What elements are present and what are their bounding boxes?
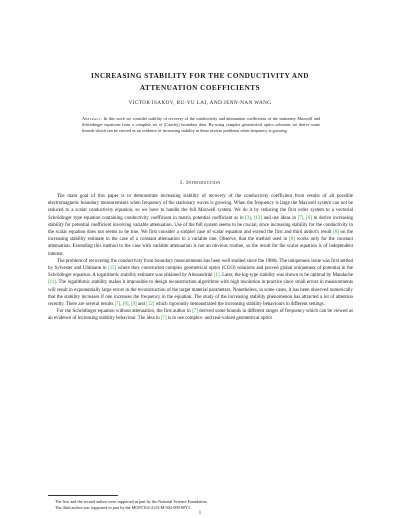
section-title: Introduction	[186, 180, 221, 186]
citation-link[interactable]: [9]	[130, 302, 137, 308]
citation-link[interactable]: [8]	[122, 302, 129, 308]
citation-link[interactable]: [1]	[213, 273, 220, 279]
citation-link[interactable]: [3]	[245, 215, 251, 221]
citation-link[interactable]: [7]	[160, 316, 167, 322]
author-list: VICTOR ISAKOV, RU-YU LAI, AND JENN-NAN WANG	[128, 100, 272, 106]
citation-link[interactable]: [15]	[108, 266, 117, 272]
body-text	[48, 193, 353, 323]
citation-link[interactable]: [8]	[333, 230, 339, 236]
paper-title	[60, 71, 340, 94]
paragraph: The problem of recovering the conductivity from boundary measurements has been well studied since the 1980s. The uniqueness issue was first settled by Sylvester and Uhlmann in [15] where they constructed complex geometrical optics (CGO) solutions and proved global uniqueness of potential in the Schrödinger equation. A logarithmic stability estimate was obtained by Alessandrini [1]. Later, the log-type stability was shown to be optimal by Mandache [11]. The logarithmic stability makes it impossible to design reconstruction algorithms with high resolution in practice since small errors in measurements will result in exponentially large errors in the reconstruction of the target material parameters. Nonetheless, in some cases, it has been observed numerically that the stability increases if one increases the frequency in the equation. The study of the increasing stability phenomenon has attracted a lot of attention recently. There are several results [7], [8], [9] and [12] which rigorously demonstrated the increasing stability behaviours in different settings.	[48, 258, 354, 308]
footnote: The third author was supported in part by the MOST102-2115-M-002-009-MY3.	[55, 505, 191, 510]
abstract-label: Abstract.	[82, 116, 103, 121]
page-number: 1	[198, 511, 202, 516]
abstract	[82, 116, 320, 135]
title-line-2: ATTENUATION COEFFICIENTS	[139, 83, 261, 92]
footnote: The first and the second author were supported in part by the National Science Foundation.	[55, 499, 208, 504]
citation-link[interactable]: [11]	[48, 280, 56, 286]
section-heading	[60, 180, 340, 186]
paragraph: The main goal of this paper is to demonstrate increasing stability of recovery of the conductivity coefficient from results of all possible electromagnetic boundary measurements when frequency of the stationary waves is growing. When the frequency is large the Maxwell system can not be reduced to a scalar conductivity equation, so we have to handle the full Maxwell system. We do it by reducing the first order system to a vectorial Schrödinger type equation containing conductivity coefficient in matrix potential coefficient as in [3], [13] and use ideas in [7], [6] to derive increasing stability for potential coefficient involving variable attenuation. Use of the full system seems to be crucial, since increasing stability for the conductivity in the scalar equation does not seems to be true. We first consider a simpler case of scalar equation and extend the first and third author's result [8] on the increasing stability estimate in the case of a constant attenuation to a variable one. Observe, that the method used in [8] works only for the constant attenuation. Extending this method to the case with variable attenuation is not an obvious routine, so the result for the scalar equation is of independent interest.	[48, 194, 354, 257]
citation-link[interactable]: [8]	[289, 237, 295, 243]
citation-link[interactable]: [13]	[253, 215, 262, 221]
footnote-rule	[48, 495, 118, 496]
citation-link[interactable]: [12]	[146, 302, 155, 308]
paragraph: For the Schrödinger equation without attenuation, the first author in [7] derived some bounds in different ranges of frequency which can be viewed as an evidence of increasing stability behaviour. The idea in [7] is to use complex- and real-valued geometrical optics	[48, 309, 353, 322]
citation-link[interactable]: [7]	[192, 309, 198, 315]
citation-link[interactable]: [6]	[306, 215, 312, 221]
title-line-1: INCREASING STABILITY FOR THE CONDUCTIVITY AND	[91, 72, 309, 80]
abstract-text: In this work we consider stability of recovery of the conductivity and attenuation coefficients of the stationary Maxwell and Schrödinger equations from a complete set of (Cauchy) boundary data. By using complex geometrical optics solutions we derive some bounds which can be viewed as an evidence of increasing stability in these inverse problems when frequency is growing.	[82, 116, 320, 134]
citation-link[interactable]: [7]	[297, 215, 304, 221]
citation-link[interactable]: [7]	[114, 302, 121, 308]
section-number: 1.	[179, 180, 185, 186]
